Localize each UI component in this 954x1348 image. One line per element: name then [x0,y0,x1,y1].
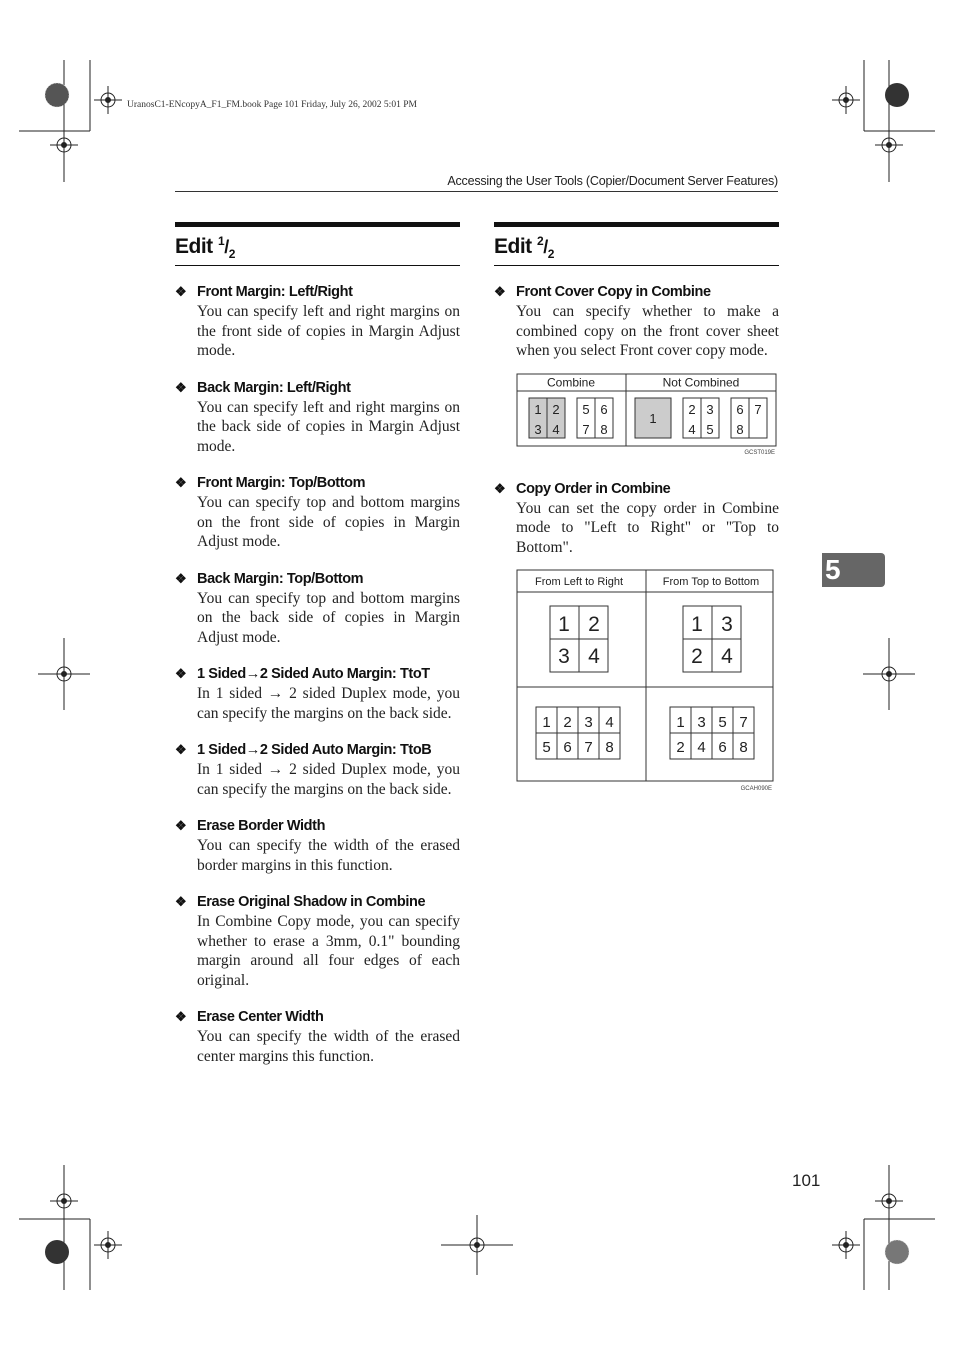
page-number-cell: 3 [584,714,593,731]
page-number-cell: 1 [649,410,657,426]
setting-heading: Front Cover Copy in Combine [516,284,711,300]
header-rule [175,191,778,192]
diamond-bullet-icon: ❖ [175,475,187,490]
page-number-cell: 2 [691,645,703,668]
page-number-cell: 6 [718,739,727,756]
fraction-numerator: 2 [537,234,544,248]
page-number-cell: 5 [706,421,714,437]
page-number-cell: 7 [584,739,593,756]
right-column [494,222,779,795]
page-number-cell: 1 [558,613,570,636]
setting-description: You can specify whether to make a combined copy on the front cover sheet when you select Front cover copy mode. [516,303,779,359]
setting-heading: Erase Border Width [197,818,326,834]
setting-description: You can specify the width of the erased center margins this function. [197,1028,460,1065]
setting-description: You can set the copy order in Combine mode to "Left to Right" or "Top to Bottom". [516,499,779,556]
setting-description: You can specify top and bottom margins on the front side of copies in Margin Adjust mode. [197,494,460,550]
page-number-cell: 2 [688,401,696,417]
figure-col-not-combined: Not Combined [662,375,740,389]
setting-item [494,282,779,361]
page-number-cell: 5 [582,401,590,417]
diamond-bullet-icon: ❖ [175,1009,187,1024]
figure-copy-order [516,569,801,795]
file-info: UranosC1-ENcopyA_F1_FM.book Page 101 Friday, July 26, 2002 5:01 PM [127,100,417,110]
page-number-cell: 2 [552,401,560,417]
setting-heading: Front Margin: Top/Bottom [197,475,366,491]
figure-code: GCAH090E [740,786,772,792]
page-number-cell: 1 [691,613,703,636]
setting-description: You can specify left and right margins on the front side of copies in Margin Adjust mode. [197,303,460,359]
page-number-cell: 4 [697,739,706,756]
diamond-bullet-icon: ❖ [175,666,187,681]
setting-heading: Front Margin: Left/Right [197,284,353,300]
page-number-cell: 5 [718,714,727,731]
page-number-cell: 1 [534,401,542,417]
page-number-cell: 2 [676,739,685,756]
page-number-cell: 8 [739,739,748,756]
setting-item [175,569,460,648]
page-number-cell: 4 [552,421,560,437]
setting-heading: Back Margin: Left/Right [197,379,351,396]
diamond-bullet-icon: ❖ [175,284,187,299]
page-number-cell: 1 [542,714,551,731]
setting-item [175,816,460,875]
diamond-bullet-icon: ❖ [494,284,506,299]
setting-description: You can specify top and bottom margins on the back side of copies in Margin Adjust mode. [197,589,460,646]
setting-item [175,892,460,990]
setting-item [494,479,779,558]
setting-item [175,282,460,361]
left-column [175,222,460,1066]
page-number-cell: 7 [582,421,590,437]
diamond-bullet-icon: ❖ [175,379,187,395]
setting-heading: 1 Sided→2 Sided Auto Margin: TtoB [197,742,432,758]
setting-description: In 1 sided → 2 sided Duplex mode, you can specify the margins on the back side. [197,761,460,798]
setting-heading: Back Margin: Top/Bottom [197,570,364,587]
setting-item [175,1007,460,1066]
page-number-cell: 7 [754,401,762,417]
page-number-cell: 8 [736,421,744,437]
page-number: 101 [792,1171,821,1190]
setting-item [175,664,460,723]
setting-description: You can specify the width of the erased border margins in this function. [197,837,460,874]
diamond-bullet-icon: ❖ [175,570,187,586]
figure-code: GCST019E [744,449,775,456]
page-number-cell: 2 [588,613,600,636]
page-number-cell: 6 [600,401,608,417]
section-heading-edit-2 [494,222,779,266]
setting-heading: Copy Order in Combine [516,480,671,497]
fraction-denominator: 2 [228,247,235,262]
page-number-cell: 3 [721,613,733,636]
figure-col-top-to-bottom: From Top to Bottom [662,576,760,588]
setting-description: In 1 sided → 2 sided Duplex mode, you can specify the margins on the back side. [197,685,460,722]
page-number-cell: 6 [563,739,572,756]
diamond-bullet-icon: ❖ [175,742,187,757]
figure-col-left-to-right: From Left to Right [534,576,624,588]
fraction-denominator: 2 [547,247,554,262]
running-header: Accessing the User Tools (Copier/Document Server Features) [447,174,778,188]
diamond-bullet-icon: ❖ [175,894,187,909]
section-title-text: Edit [494,235,532,258]
setting-heading: Erase Center Width [197,1009,324,1025]
setting-heading: 1 Sided→2 Sided Auto Margin: TtoT [197,666,430,682]
page-number-cell: 3 [534,421,542,437]
page-number-cell: 6 [736,401,744,417]
setting-description: In Combine Copy mode, you can specify whether to erase a 3mm, 0.1" bounding margin around all four edges of each original. [197,913,460,989]
figure-front-cover-combine [516,373,801,459]
section-heading-edit-1 [175,222,460,266]
figure-col-combine: Combine [546,375,596,389]
page-number-cell: 3 [558,645,570,668]
page-number-cell: 4 [605,714,614,731]
setting-item [175,378,460,457]
page-number-cell: 4 [688,421,696,437]
page-number-cell: 1 [676,714,685,731]
page-number-cell: 3 [697,714,706,731]
page-number-cell: 4 [588,645,600,668]
diamond-bullet-icon: ❖ [494,480,506,496]
page-number-cell: 2 [563,714,572,731]
fraction-numerator: 1 [218,234,225,248]
page-number-cell: 3 [706,401,714,417]
section-title: Edit $^1/_2$ [175,234,235,262]
page-number-cell: 5 [542,739,551,756]
page-number-cell: 4 [721,645,733,668]
chapter-tab: 5 [822,553,885,587]
setting-item [175,740,460,799]
page-number-cell: 8 [605,739,614,756]
section-title: Edit $^2/_2$ [494,234,554,262]
section-title-text: Edit [175,235,213,258]
setting-description: You can specify left and right margins on the back side of copies in Margin Adjust mode. [197,398,460,455]
setting-item [175,473,460,552]
page-number-cell: 7 [739,714,748,731]
page-number-cell: 8 [600,421,608,437]
diamond-bullet-icon: ❖ [175,818,187,833]
setting-heading: Erase Original Shadow in Combine [197,894,426,910]
